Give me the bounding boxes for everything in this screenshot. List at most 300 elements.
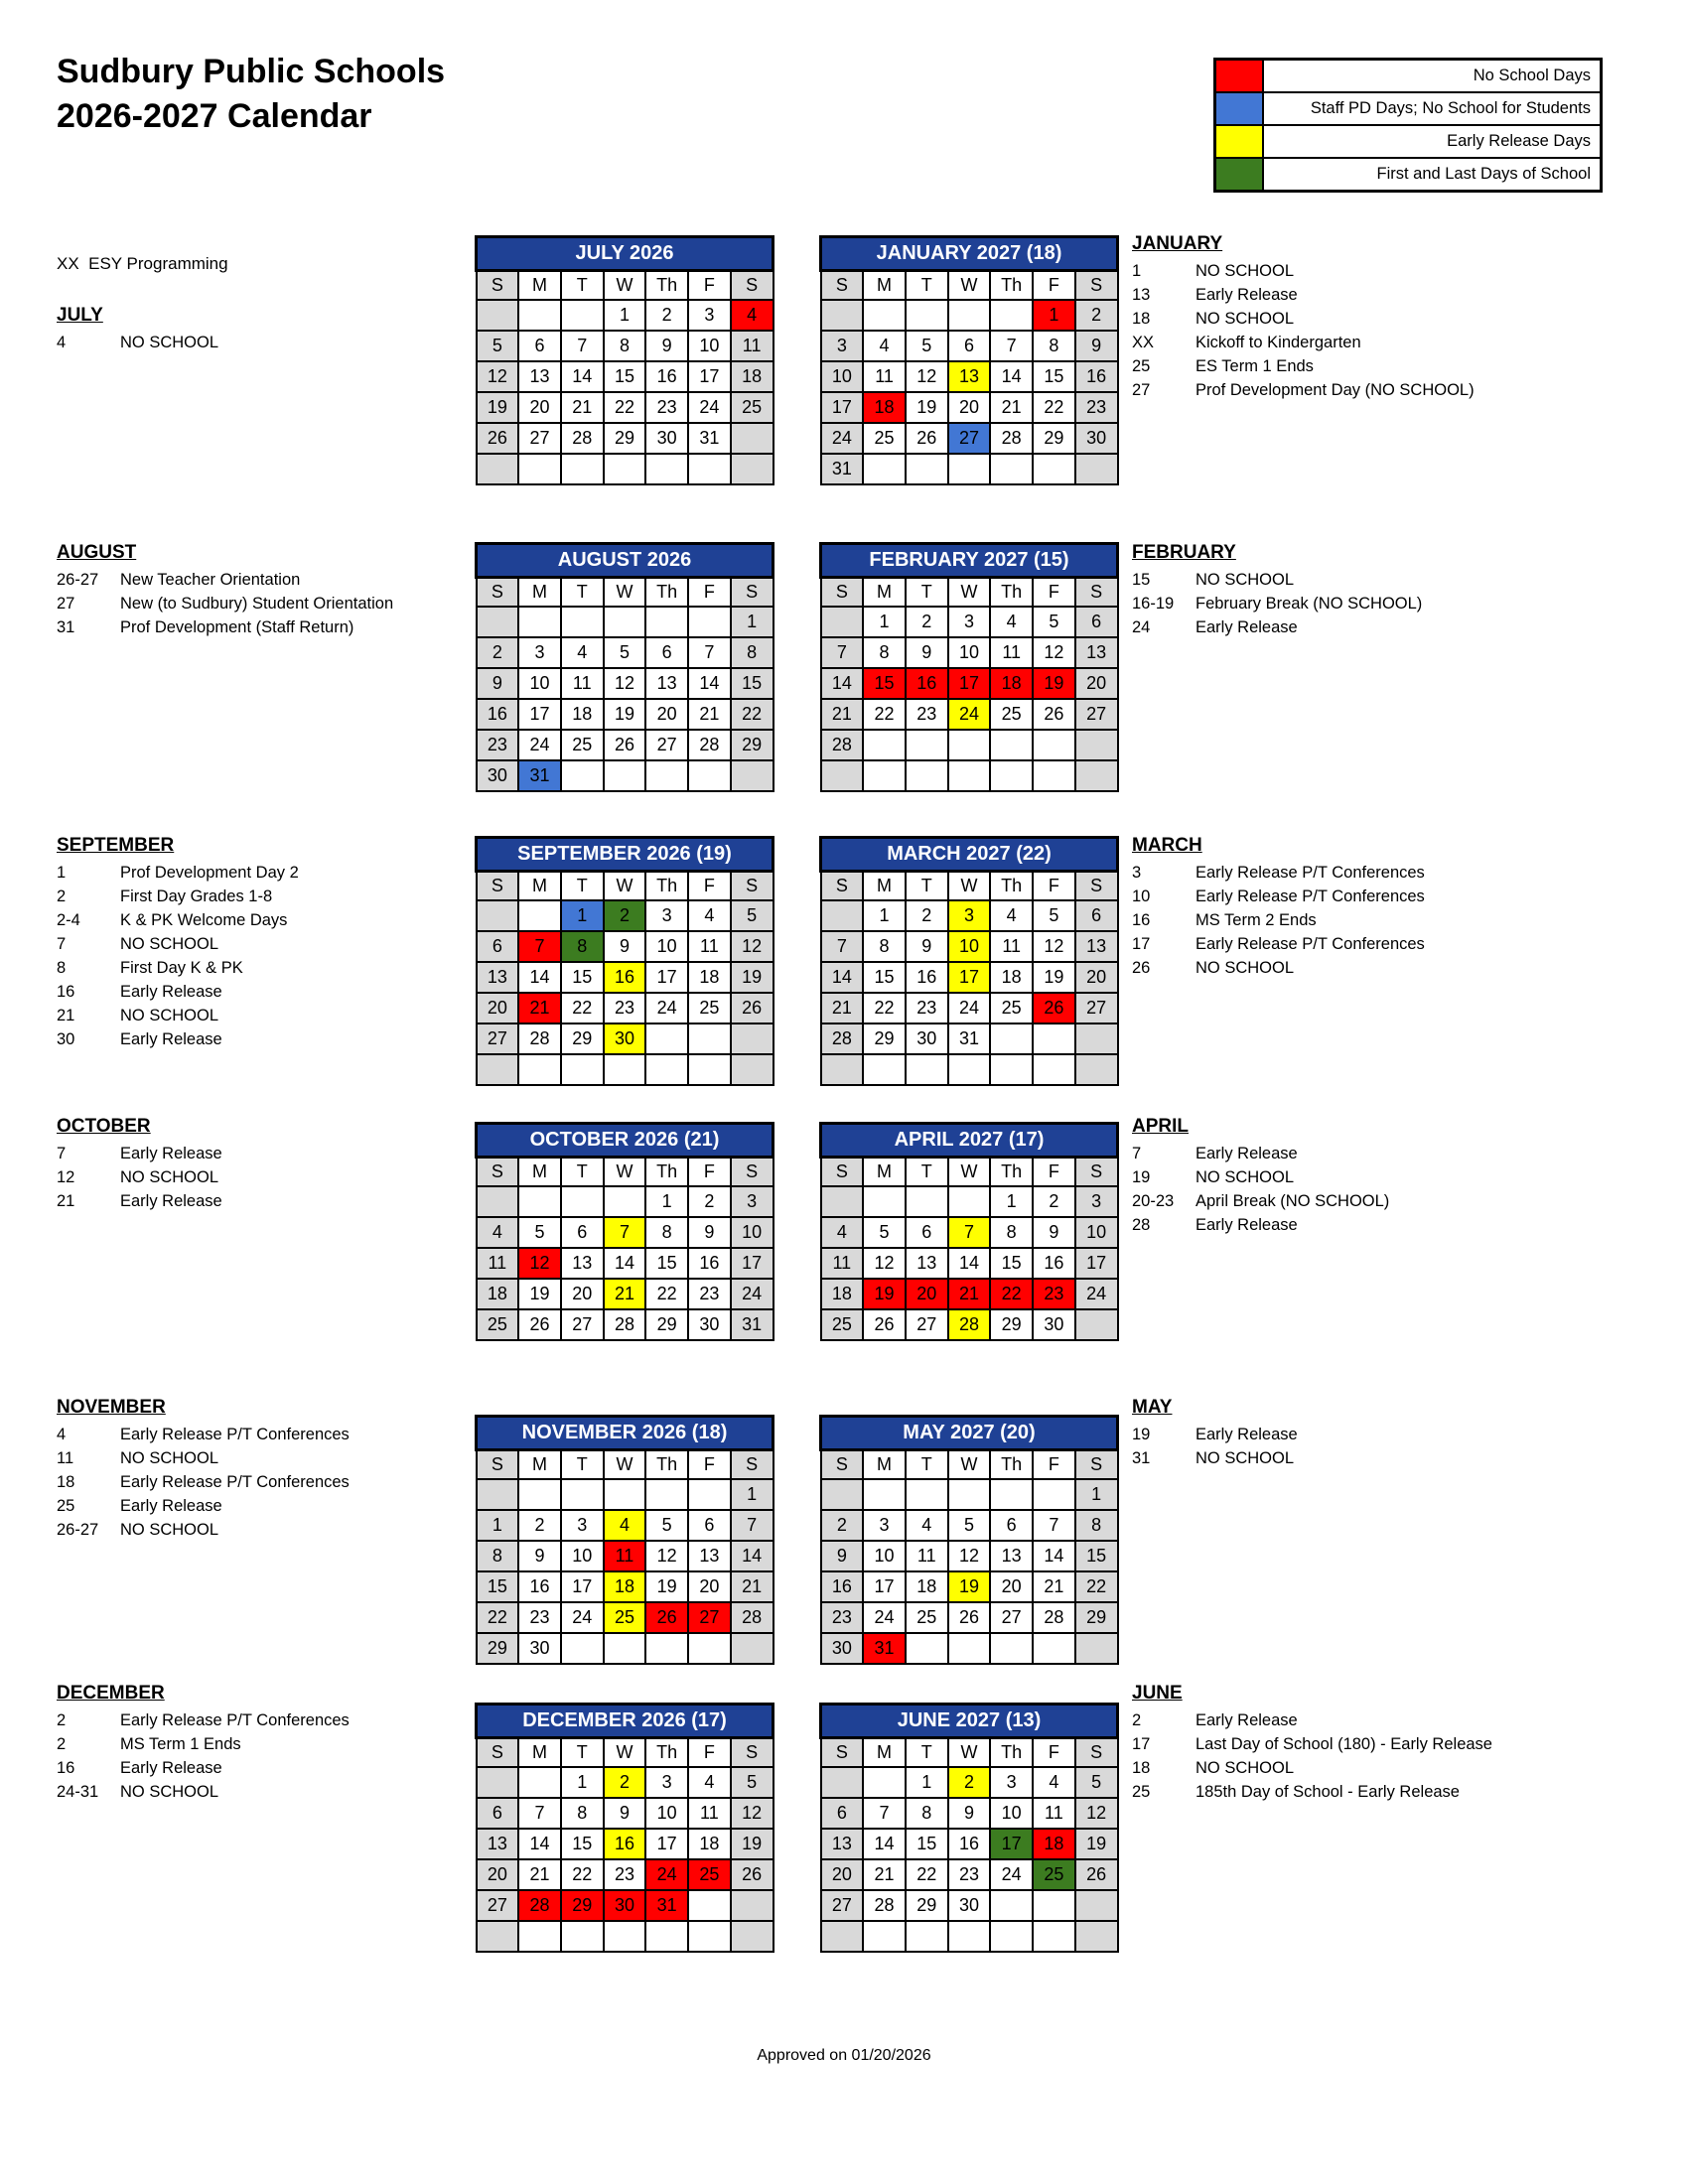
note-day: 4 (57, 1426, 67, 1443)
note-day: 16 (57, 983, 75, 1001)
note-entry (1132, 615, 1609, 639)
calendar-week-row (477, 962, 774, 993)
calendar-week-row (477, 1767, 774, 1798)
page-title-line2: 2026-2027 Calendar (57, 97, 372, 135)
calendar-week-row (477, 1479, 774, 1510)
note-day: 2 (57, 1711, 67, 1729)
day-cell: 25 (604, 1602, 646, 1633)
calendar-week-row (477, 760, 774, 791)
note-entry (1132, 908, 1609, 932)
calendar-week-row (821, 1921, 1118, 1952)
day-cell: 26 (477, 423, 519, 454)
day-cell (688, 1479, 731, 1510)
day-cell: 6 (948, 331, 991, 361)
day-cell: 26 (948, 1602, 991, 1633)
day-header: T (906, 1738, 948, 1768)
day-cell (948, 454, 991, 484)
day-cell: 7 (731, 1510, 774, 1541)
calendar-week-row (477, 1890, 774, 1921)
day-cell (906, 300, 948, 331)
day-cell: 28 (688, 730, 731, 760)
day-cell (990, 454, 1033, 484)
calendar-title: JANUARY 2027 (18) (821, 237, 1118, 271)
note-entry (57, 1708, 466, 1732)
day-cell: 3 (1075, 1186, 1118, 1217)
day-cell: 16 (1033, 1248, 1075, 1279)
note-day: 7 (57, 1145, 67, 1162)
calendar-title: JUNE 2027 (13) (821, 1705, 1118, 1738)
note-text: Early Release P/T Conferences (1196, 887, 1425, 905)
note-day: 25 (1132, 1783, 1151, 1801)
day-cell: 15 (604, 361, 646, 392)
notes-august (57, 541, 466, 639)
day-cell: 11 (477, 1248, 519, 1279)
calendar-title-row (821, 1705, 1118, 1738)
day-cell (1075, 1054, 1118, 1085)
day-cell: 20 (477, 993, 519, 1024)
day-cell: 28 (518, 1890, 561, 1921)
day-header: Th (645, 1158, 688, 1187)
day-header: Th (645, 271, 688, 301)
note-day: 25 (1132, 357, 1151, 375)
note-entry (1132, 592, 1609, 615)
calendar-june-2027-13 (819, 1703, 1119, 1953)
day-cell: 22 (990, 1279, 1033, 1309)
month-row (0, 226, 1688, 514)
calendar-week-row (477, 423, 774, 454)
day-cell: 3 (645, 1767, 688, 1798)
day-cell: 23 (906, 699, 948, 730)
day-cell: 26 (906, 423, 948, 454)
day-cell: 7 (1033, 1510, 1075, 1541)
day-cell: 6 (561, 1217, 604, 1248)
calendar-day-header-row (821, 872, 1118, 901)
calendar-week-row (821, 454, 1118, 484)
calendar-week-row (821, 900, 1118, 931)
day-cell: 10 (731, 1217, 774, 1248)
day-cell: 20 (477, 1859, 519, 1890)
day-cell (604, 1479, 646, 1510)
calendar-week-row (821, 637, 1118, 668)
day-cell: 11 (863, 361, 906, 392)
calendar-week-row (821, 962, 1118, 993)
day-cell: 26 (645, 1602, 688, 1633)
calendar-september-2026-19 (475, 836, 774, 1086)
day-cell: 12 (1033, 637, 1075, 668)
calendar-day-header-row (477, 271, 774, 301)
day-cell: 15 (645, 1248, 688, 1279)
calendar-week-row (477, 1186, 774, 1217)
day-cell: 28 (604, 1309, 646, 1340)
day-cell (906, 454, 948, 484)
day-cell (604, 760, 646, 791)
day-cell: 28 (518, 1024, 561, 1054)
legend-swatch (1215, 60, 1264, 93)
day-cell (948, 1054, 991, 1085)
calendar-week-row (477, 993, 774, 1024)
note-day: 11 (57, 1449, 74, 1467)
day-cell: 26 (1033, 993, 1075, 1024)
day-header: S (731, 1450, 774, 1480)
day-cell: 24 (990, 1859, 1033, 1890)
day-cell: 12 (863, 1248, 906, 1279)
day-cell: 23 (1075, 392, 1118, 423)
day-cell: 29 (990, 1309, 1033, 1340)
calendar-week-row (821, 331, 1118, 361)
day-cell: 11 (688, 1798, 731, 1829)
day-cell: 22 (477, 1602, 519, 1633)
day-cell: 29 (906, 1890, 948, 1921)
day-cell: 27 (906, 1309, 948, 1340)
day-cell: 7 (518, 931, 561, 962)
day-cell: 23 (645, 392, 688, 423)
day-cell: 15 (1075, 1541, 1118, 1571)
day-header: F (688, 1738, 731, 1768)
note-text: Early Release (120, 1145, 222, 1162)
day-cell (863, 730, 906, 760)
day-cell (906, 1054, 948, 1085)
note-day: 16 (1132, 911, 1151, 929)
day-cell: 17 (518, 699, 561, 730)
day-cell (1033, 1054, 1075, 1085)
day-cell: 2 (477, 637, 519, 668)
day-cell: 15 (1033, 361, 1075, 392)
day-cell: 18 (990, 668, 1033, 699)
day-header: T (906, 872, 948, 901)
day-cell: 24 (1075, 1279, 1118, 1309)
day-cell: 19 (1033, 668, 1075, 699)
day-header: Th (645, 1450, 688, 1480)
day-cell (948, 730, 991, 760)
day-cell: 15 (863, 668, 906, 699)
day-cell: 5 (1033, 900, 1075, 931)
day-cell: 8 (1075, 1510, 1118, 1541)
day-header: T (561, 872, 604, 901)
day-cell: 10 (645, 1798, 688, 1829)
note-day: 16 (57, 1759, 75, 1777)
day-cell: 6 (518, 331, 561, 361)
calendar-week-row (477, 331, 774, 361)
day-cell: 30 (477, 760, 519, 791)
note-entry (57, 1470, 466, 1494)
legend-row (1215, 60, 1602, 93)
day-cell (645, 760, 688, 791)
day-cell (731, 1921, 774, 1952)
calendar-november-2026-18 (475, 1415, 774, 1665)
day-header: W (948, 271, 991, 301)
day-cell: 8 (645, 1217, 688, 1248)
day-cell: 27 (1075, 699, 1118, 730)
day-cell (1033, 730, 1075, 760)
day-cell: 31 (731, 1309, 774, 1340)
note-entry (57, 1142, 466, 1165)
calendar-week-row (821, 1859, 1118, 1890)
calendar-week-row (821, 1186, 1118, 1217)
day-cell (731, 760, 774, 791)
day-cell: 19 (906, 392, 948, 423)
day-cell: 4 (561, 637, 604, 668)
day-cell: 4 (821, 1217, 864, 1248)
day-cell (1075, 1921, 1118, 1952)
calendar-week-row (821, 300, 1118, 331)
day-cell: 8 (863, 637, 906, 668)
note-entry (1132, 1732, 1609, 1756)
note-day: 24-31 (57, 1783, 99, 1801)
calendar-title: NOVEMBER 2026 (18) (477, 1417, 774, 1450)
note-text: Early Release (120, 983, 222, 1001)
legend-swatch (1215, 125, 1264, 158)
day-cell: 13 (990, 1541, 1033, 1571)
day-cell: 9 (604, 1798, 646, 1829)
note-entry (57, 1423, 466, 1446)
day-cell: 23 (518, 1602, 561, 1633)
note-entry (57, 1004, 466, 1027)
day-cell: 26 (731, 1859, 774, 1890)
note-text: NO SCHOOL (1196, 1759, 1295, 1777)
legend-label: No School Days (1263, 60, 1602, 93)
day-cell: 16 (906, 668, 948, 699)
day-header: F (688, 1450, 731, 1480)
day-cell: 10 (948, 637, 991, 668)
day-cell: 1 (561, 900, 604, 931)
day-cell: 6 (906, 1217, 948, 1248)
day-cell: 26 (731, 993, 774, 1024)
note-day: 2-4 (57, 911, 80, 929)
day-cell: 14 (518, 1829, 561, 1859)
day-cell: 9 (948, 1798, 991, 1829)
day-header: F (1033, 1738, 1075, 1768)
calendar-day-header-row (477, 1738, 774, 1768)
notes-october (57, 1115, 466, 1213)
day-cell (1033, 1890, 1075, 1921)
day-cell: 22 (906, 1859, 948, 1890)
calendar-week-row (477, 1602, 774, 1633)
day-cell: 5 (518, 1217, 561, 1248)
calendar-week-row (477, 1054, 774, 1085)
legend-label: Early Release Days (1263, 125, 1602, 158)
note-text: Early Release P/T Conferences (1196, 864, 1425, 882)
day-cell: 20 (645, 699, 688, 730)
day-cell: 12 (1033, 931, 1075, 962)
day-header: S (1075, 271, 1118, 301)
calendar-title: FEBRUARY 2027 (15) (821, 544, 1118, 578)
day-header: W (948, 578, 991, 608)
notes-month-title: OCTOBER (57, 1116, 151, 1137)
calendar-week-row (821, 668, 1118, 699)
day-cell (990, 300, 1033, 331)
page-title-line1: Sudbury Public Schools (57, 53, 446, 90)
day-cell (688, 1890, 731, 1921)
day-header: M (863, 1158, 906, 1187)
day-cell: 20 (948, 392, 991, 423)
day-cell: 25 (863, 423, 906, 454)
note-text: Early Release (1196, 1216, 1298, 1234)
day-cell (821, 300, 864, 331)
day-cell: 6 (990, 1510, 1033, 1541)
day-cell (821, 760, 864, 791)
day-cell: 17 (561, 1571, 604, 1602)
note-text: Early Release (1196, 1145, 1298, 1162)
note-text: NO SCHOOL (120, 1007, 219, 1024)
calendar-week-row (477, 392, 774, 423)
calendar-week-row (821, 1248, 1118, 1279)
notes-march (1132, 834, 1609, 980)
day-cell: 6 (688, 1510, 731, 1541)
day-cell (906, 1633, 948, 1664)
calendar-week-row (477, 1024, 774, 1054)
day-cell: 15 (906, 1829, 948, 1859)
day-header: F (1033, 271, 1075, 301)
day-cell: 14 (731, 1541, 774, 1571)
note-entry (57, 1518, 466, 1542)
day-cell (518, 1921, 561, 1952)
day-cell (1033, 760, 1075, 791)
day-cell: 16 (1075, 361, 1118, 392)
day-cell (561, 1479, 604, 1510)
note-day: 13 (1132, 286, 1151, 304)
day-cell: 10 (518, 668, 561, 699)
day-cell: 21 (948, 1279, 991, 1309)
day-cell (604, 1186, 646, 1217)
day-cell: 12 (477, 361, 519, 392)
day-cell (477, 1921, 519, 1952)
note-entry (1132, 378, 1609, 402)
day-cell: 2 (645, 300, 688, 331)
day-header: F (688, 271, 731, 301)
day-cell (906, 730, 948, 760)
day-cell: 17 (645, 962, 688, 993)
note-day: 2 (1132, 1711, 1142, 1729)
calendar-week-row (477, 931, 774, 962)
day-header: F (688, 1158, 731, 1187)
note-text: Early Release P/T Conferences (120, 1711, 350, 1729)
day-cell: 7 (561, 331, 604, 361)
day-cell (688, 1633, 731, 1664)
note-day: 8 (57, 959, 67, 977)
day-cell: 14 (688, 668, 731, 699)
day-cell: 21 (821, 993, 864, 1024)
day-cell: 24 (821, 423, 864, 454)
calendar-february-2027-15 (819, 542, 1119, 792)
day-cell: 18 (688, 962, 731, 993)
day-cell: 10 (990, 1798, 1033, 1829)
note-text: Early Release (1196, 1426, 1298, 1443)
day-cell: 21 (821, 699, 864, 730)
day-cell: 31 (821, 454, 864, 484)
day-cell: 3 (645, 900, 688, 931)
month-row (0, 531, 1688, 819)
day-cell (604, 454, 646, 484)
day-cell: 1 (906, 1767, 948, 1798)
calendar-week-row (821, 1309, 1118, 1340)
day-cell: 15 (990, 1248, 1033, 1279)
calendar-week-row (477, 1510, 774, 1541)
notes-month-title: MAY (1132, 1397, 1173, 1418)
note-entry (1132, 331, 1609, 354)
day-header: S (477, 578, 519, 608)
calendar-august-2026 (475, 542, 774, 792)
day-cell (821, 900, 864, 931)
calendar-week-row (477, 1829, 774, 1859)
day-cell: 12 (948, 1541, 991, 1571)
day-cell: 25 (990, 993, 1033, 1024)
note-text: Last Day of School (180) - Early Release (1196, 1735, 1492, 1753)
day-cell: 19 (1033, 962, 1075, 993)
day-cell: 19 (518, 1279, 561, 1309)
day-cell: 4 (604, 1510, 646, 1541)
day-cell: 5 (948, 1510, 991, 1541)
day-cell: 6 (477, 1798, 519, 1829)
day-cell (477, 900, 519, 931)
day-cell (863, 300, 906, 331)
day-cell: 11 (688, 931, 731, 962)
day-header: M (518, 1450, 561, 1480)
day-cell: 9 (1033, 1217, 1075, 1248)
day-cell: 24 (688, 392, 731, 423)
day-cell (518, 300, 561, 331)
note-day: 21 (57, 1192, 75, 1210)
day-cell (518, 1479, 561, 1510)
month-row (0, 824, 1688, 1112)
day-cell: 22 (604, 392, 646, 423)
day-cell: 22 (731, 699, 774, 730)
day-cell: 22 (645, 1279, 688, 1309)
calendar-week-row (821, 1633, 1118, 1664)
calendar-day-header-row (821, 1450, 1118, 1480)
day-cell: 23 (1033, 1279, 1075, 1309)
notes-month-title: JUNE (1132, 1683, 1183, 1704)
day-cell: 21 (518, 993, 561, 1024)
day-cell: 27 (477, 1024, 519, 1054)
day-cell: 13 (477, 1829, 519, 1859)
day-cell: 29 (731, 730, 774, 760)
day-cell: 26 (863, 1309, 906, 1340)
day-cell: 24 (731, 1279, 774, 1309)
note-entry (57, 331, 466, 354)
day-cell: 11 (604, 1541, 646, 1571)
day-header: M (863, 872, 906, 901)
day-header: T (561, 1158, 604, 1187)
day-header: S (821, 1450, 864, 1480)
day-cell: 25 (731, 392, 774, 423)
day-cell (863, 1479, 906, 1510)
day-cell: 17 (688, 361, 731, 392)
note-day: 7 (57, 935, 67, 953)
approved-note: Approved on 01/20/2026 (757, 2047, 931, 2064)
day-cell: 31 (645, 1890, 688, 1921)
day-cell: 29 (477, 1633, 519, 1664)
note-entry (57, 956, 466, 980)
day-cell: 8 (561, 1798, 604, 1829)
note-entry (1132, 1165, 1609, 1189)
day-cell: 31 (688, 423, 731, 454)
note-entry (57, 615, 466, 639)
day-header: M (518, 1738, 561, 1768)
day-cell: 29 (645, 1309, 688, 1340)
note-day: 25 (57, 1497, 75, 1515)
day-cell: 15 (561, 962, 604, 993)
day-cell: 19 (948, 1571, 991, 1602)
day-cell: 7 (688, 637, 731, 668)
day-cell: 18 (906, 1571, 948, 1602)
calendar-week-row (821, 1829, 1118, 1859)
note-text: Early Release (120, 1497, 222, 1515)
day-header: M (518, 1158, 561, 1187)
day-cell (821, 1921, 864, 1952)
note-entry (1132, 1446, 1609, 1470)
day-cell: 4 (477, 1217, 519, 1248)
day-cell: 14 (948, 1248, 991, 1279)
